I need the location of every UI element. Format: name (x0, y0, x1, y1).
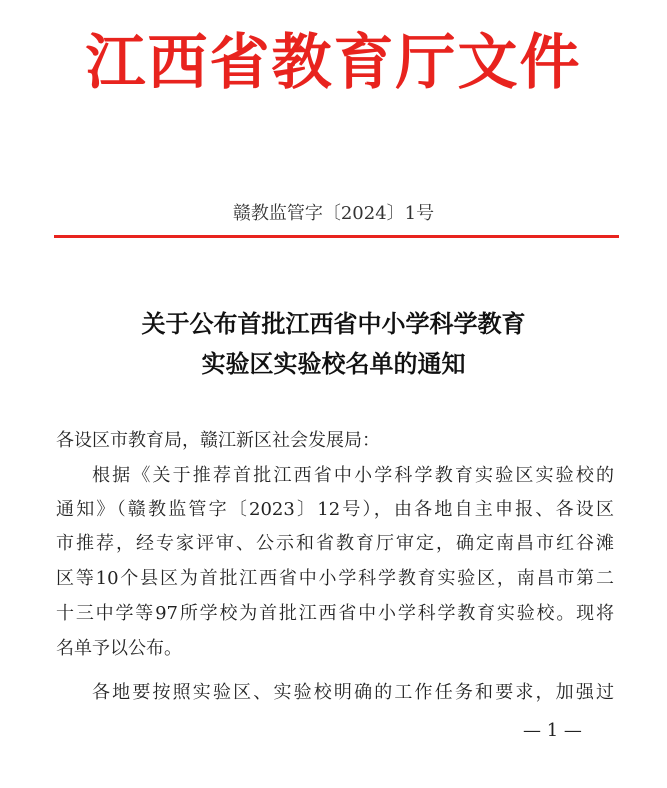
body-line: 名单予以公布。 (56, 638, 182, 659)
salutation: 各设区市教育局，赣江新区社会发展局： (56, 430, 380, 451)
document-number: 赣教监管字〔2024〕1号 (232, 203, 435, 224)
body-line: 市推荐，经专家评审、公示和省教育厅审定，确定南昌市红谷滩 (56, 533, 614, 554)
page-number: — 1 — (523, 720, 582, 741)
red-divider-rule (54, 235, 619, 238)
body-line: 十三中学等97所学校为首批江西省中小学科学教育实验校。现将 (56, 603, 614, 624)
notice-title-line-2: 实验区实验校名单的通知 (201, 350, 466, 378)
body-line: 区等10个县区为首批江西省中小学科学教育实验区，南昌市第二 (56, 568, 614, 589)
body-line: 根据《关于推荐首批江西省中小学科学教育实验区实验校的 (92, 465, 614, 486)
document-masthead: 江西省教育厅文件 (85, 28, 582, 98)
body-line: 通知》（赣教监管字〔2023〕12号），由各地自主申报、各设区 (56, 499, 614, 520)
notice-title-line-1: 关于公布首批江西省中小学科学教育 (141, 310, 526, 338)
body-line: 各地要按照实验区、实验校明确的工作任务和要求，加强过 (92, 682, 614, 703)
